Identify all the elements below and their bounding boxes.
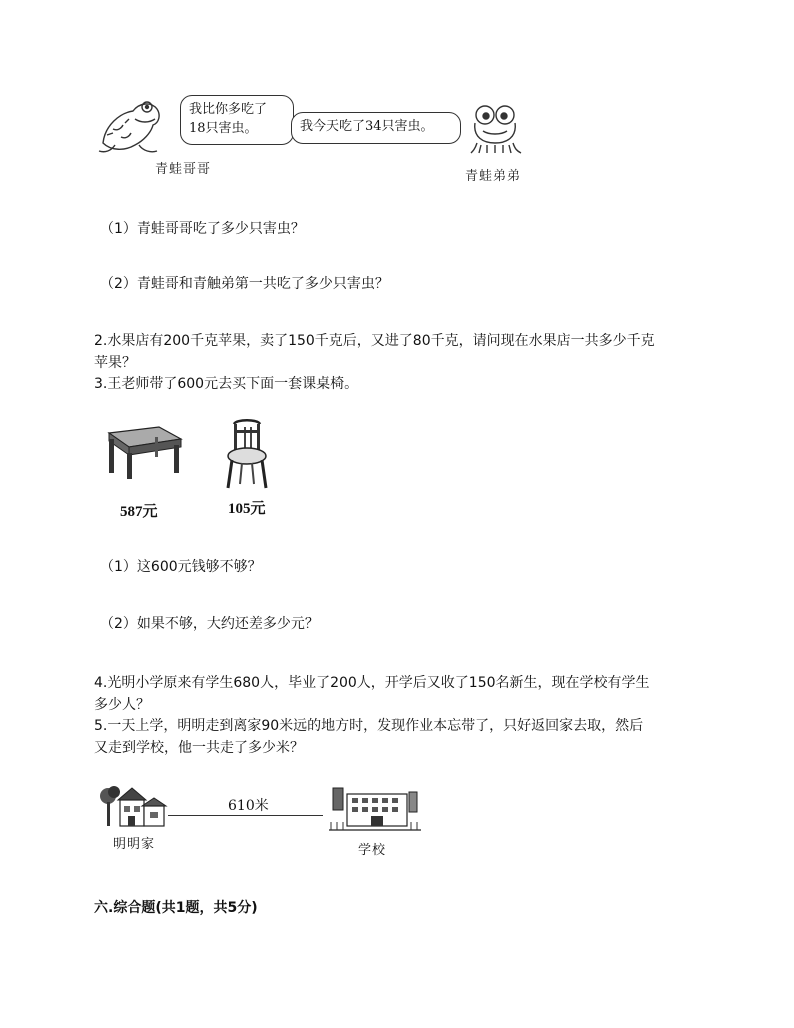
q3-part2: （2）如果不够，大约还差多少元？ [100, 616, 319, 632]
big-frog-label: 青蛙哥哥 [155, 162, 212, 177]
q2-line1: 2.水果店有200千克苹果，卖了150千克后，又进了80千克，请问现在水果店一共多少千克 [94, 333, 655, 349]
q3-stem: 3.王老师带了600元去买下面一套课桌椅。 [94, 376, 359, 392]
q1-part2: （2）青蛙哥和青触弟第一共吃了多少只害虫？ [100, 276, 389, 292]
frog-illustration [95, 95, 545, 190]
q1-part1: （1）青蛙哥哥吃了多少只害虫？ [100, 221, 305, 237]
small-frog-image [467, 103, 527, 158]
small-bubble-text: 我今天吃了34只害虫。 [300, 119, 434, 134]
home-label: 明明家 [113, 837, 156, 852]
big-frog-speech-bubble [180, 95, 294, 145]
big-bubble-line-2: 18只害虫。 [189, 121, 258, 136]
school-image [325, 782, 425, 834]
big-frog-image [95, 95, 185, 160]
route-distance: 610米 [228, 798, 269, 814]
section-6-heading: 六.综合题(共1题，共5分) [94, 900, 258, 916]
q4-line1: 4.光明小学原来有学生680人，毕业了200人，开学后又收了150名新生，现在学校有学生 [94, 675, 650, 691]
q5-line1: 5.一天上学，明明走到离家90米远的地方时，发现作业本忘带了，只好返回家去取，然后 [94, 718, 644, 734]
desk-image [103, 425, 183, 480]
big-bubble-line-1: 我比你多吃了 [189, 102, 268, 117]
small-frog-label: 青蛙弟弟 [465, 169, 522, 184]
desk-price: 587元 [120, 504, 158, 520]
chair-image [222, 418, 272, 490]
school-label: 学校 [358, 843, 387, 858]
q5-line2: 又走到学校，他一共走了多少米？ [94, 740, 304, 756]
q2-line2: 苹果？ [94, 355, 136, 371]
q4-line2: 多少人？ [94, 697, 150, 713]
q3-part1: （1）这600元钱够不够？ [100, 559, 262, 575]
home-image [98, 784, 168, 829]
small-frog-speech-bubble [291, 112, 461, 144]
chair-price: 105元 [228, 501, 266, 517]
route-line [168, 815, 323, 816]
